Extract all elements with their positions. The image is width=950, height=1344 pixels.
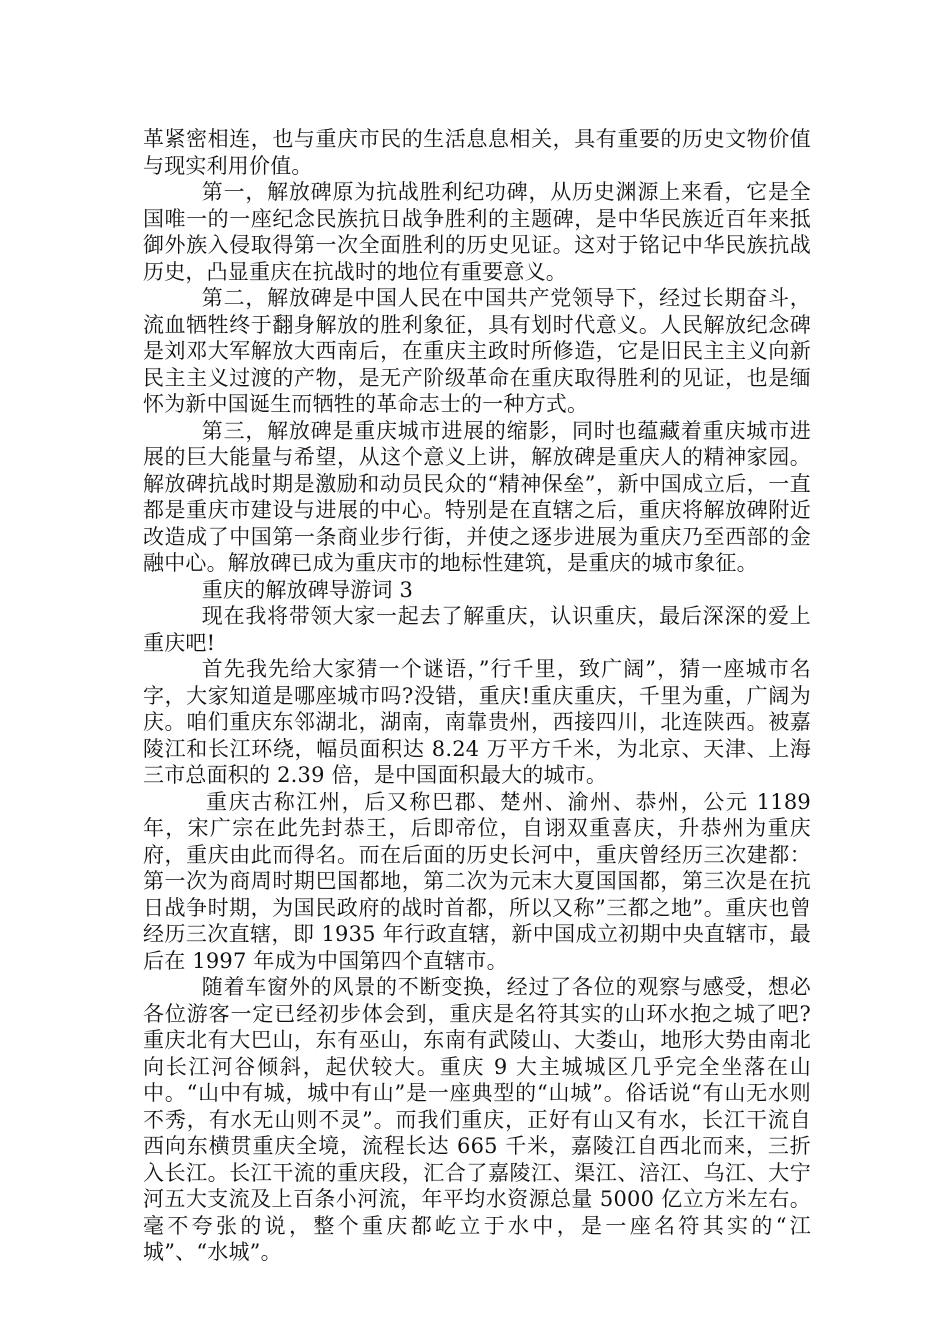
paragraph-riddle: 首先我先给大家猜一个谜语，”行千里，致广阔”，猜一座城市名字，大家知道是哪座城市吗?没错，重庆!重庆重庆，千里为重，广阔为庆。咱们重庆东邻湖北，湖南，南靠贵州，西接四川，北连陕西。被嘉陵江和长江环绕，幅员面积达 8.24 万平方千米，为北京、天津、上海三市总面积的 2.39 倍，是中国面积最大的城市。 bbox=[143, 657, 811, 787]
paragraph-history: 重庆古称江州，后又称巴郡、楚州、渝州、恭州，公元 1189 年，宋广宗在此先封恭王，后即帝位，自诩双重喜庆，升恭州为重庆府，重庆由此而得名。而在后面的历史长河中，重庆曾经历三次建都：第一次为商周时期巴国都地，第二次为元末大夏国国都，第三次是在抗日战争时期，为国民政府的战时首都，所以又称”三都之地”。重庆也曾经历三次直辖，即 1935 年行政直辖，新中国成立初期中央直辖市，最后在 1997 年成为中国第四个直辖市。 bbox=[143, 789, 811, 973]
paragraph-third-point: 第三，解放碑是重庆城市进展的缩影，同时也蕴藏着重庆城市进展的巨大能量与希望，从这个意义上讲，解放碑是重庆人的精神家园。解放碑抗战时期是激励和动员民众的“精神保垒”，新中国成立后，一直都是重庆市建设与进展的中心。特别是在直辖之后，重庆将解放碑附近改造成了中国第一条商业步行街，并使之逐步进展为重庆乃至西部的金融中心。解放碑已成为重庆市的地标性建筑，是重庆的城市象征。 bbox=[143, 418, 811, 575]
section-heading: 重庆的解放碑导游词 3 bbox=[201, 577, 414, 602]
document-body bbox=[143, 126, 811, 1266]
paragraph-geography: 随着车窗外的风景的不断变换，经过了各位的观察与感受，想必各位游客一定已经初步体会到，重庆是名符其实的山环水抱之城了吧?重庆北有大巴山，东有巫山，东南有武陵山、大娄山，地形大势由南北向长江河谷倾斜，起伏较大。重庆 9 大主城城区几乎完全坐落在山中。“山中有城，城中有山”是一座典型的“山城”。俗话说“有山无水则不秀，有水无山则不灵”。而我们重庆，正好有山又有水，长江干流自西向东横贯重庆全境，流程长达 665 千米，嘉陵江自西北而来，三折入长江。长江干流的重庆段，汇合了嘉陵江、渠江、涪江、乌江、大宁河五大支流及上百条小河流，年平均水资源总量 5000 亿立方米左右。毫不夸张的说，整个重庆都屹立于水中，是一座名符其实的“江城”、“水城”。 bbox=[143, 975, 811, 1264]
paragraph-intro: 现在我将带领大家一起去了解重庆，认识重庆，最后深深的爱上重庆吧! bbox=[143, 604, 811, 655]
paragraph-first-point: 第一，解放碑原为抗战胜利纪功碑，从历史渊源上来看，它是全国唯一的一座纪念民族抗日战争胜利的主题碑，是中华民族近百年来抵御外族入侵取得第一次全面胜利的历史见证。这对于铭记中华民族抗战历史，凸显重庆在抗战时的地位有重要意义。 bbox=[143, 180, 811, 284]
paragraph-second-point: 第二，解放碑是中国人民在中国共产党领导下，经过长期奋斗，流血牺牲终于翻身解放的胜利象征，具有划时代意义。人民解放纪念碑是刘邓大军解放大西南后，在重庆主政时所修造，它是旧民主主义向新民主主义过渡的产物，是无产阶级革命在重庆取得胜利的见证，也是缅怀为新中国诞生而牺牲的革命志士的一种方式。 bbox=[143, 286, 811, 416]
paragraph-continuation: 革紧密相连，也与重庆市民的生活息息相关，具有重要的历史文物价值与现实利用价值。 bbox=[143, 127, 811, 178]
